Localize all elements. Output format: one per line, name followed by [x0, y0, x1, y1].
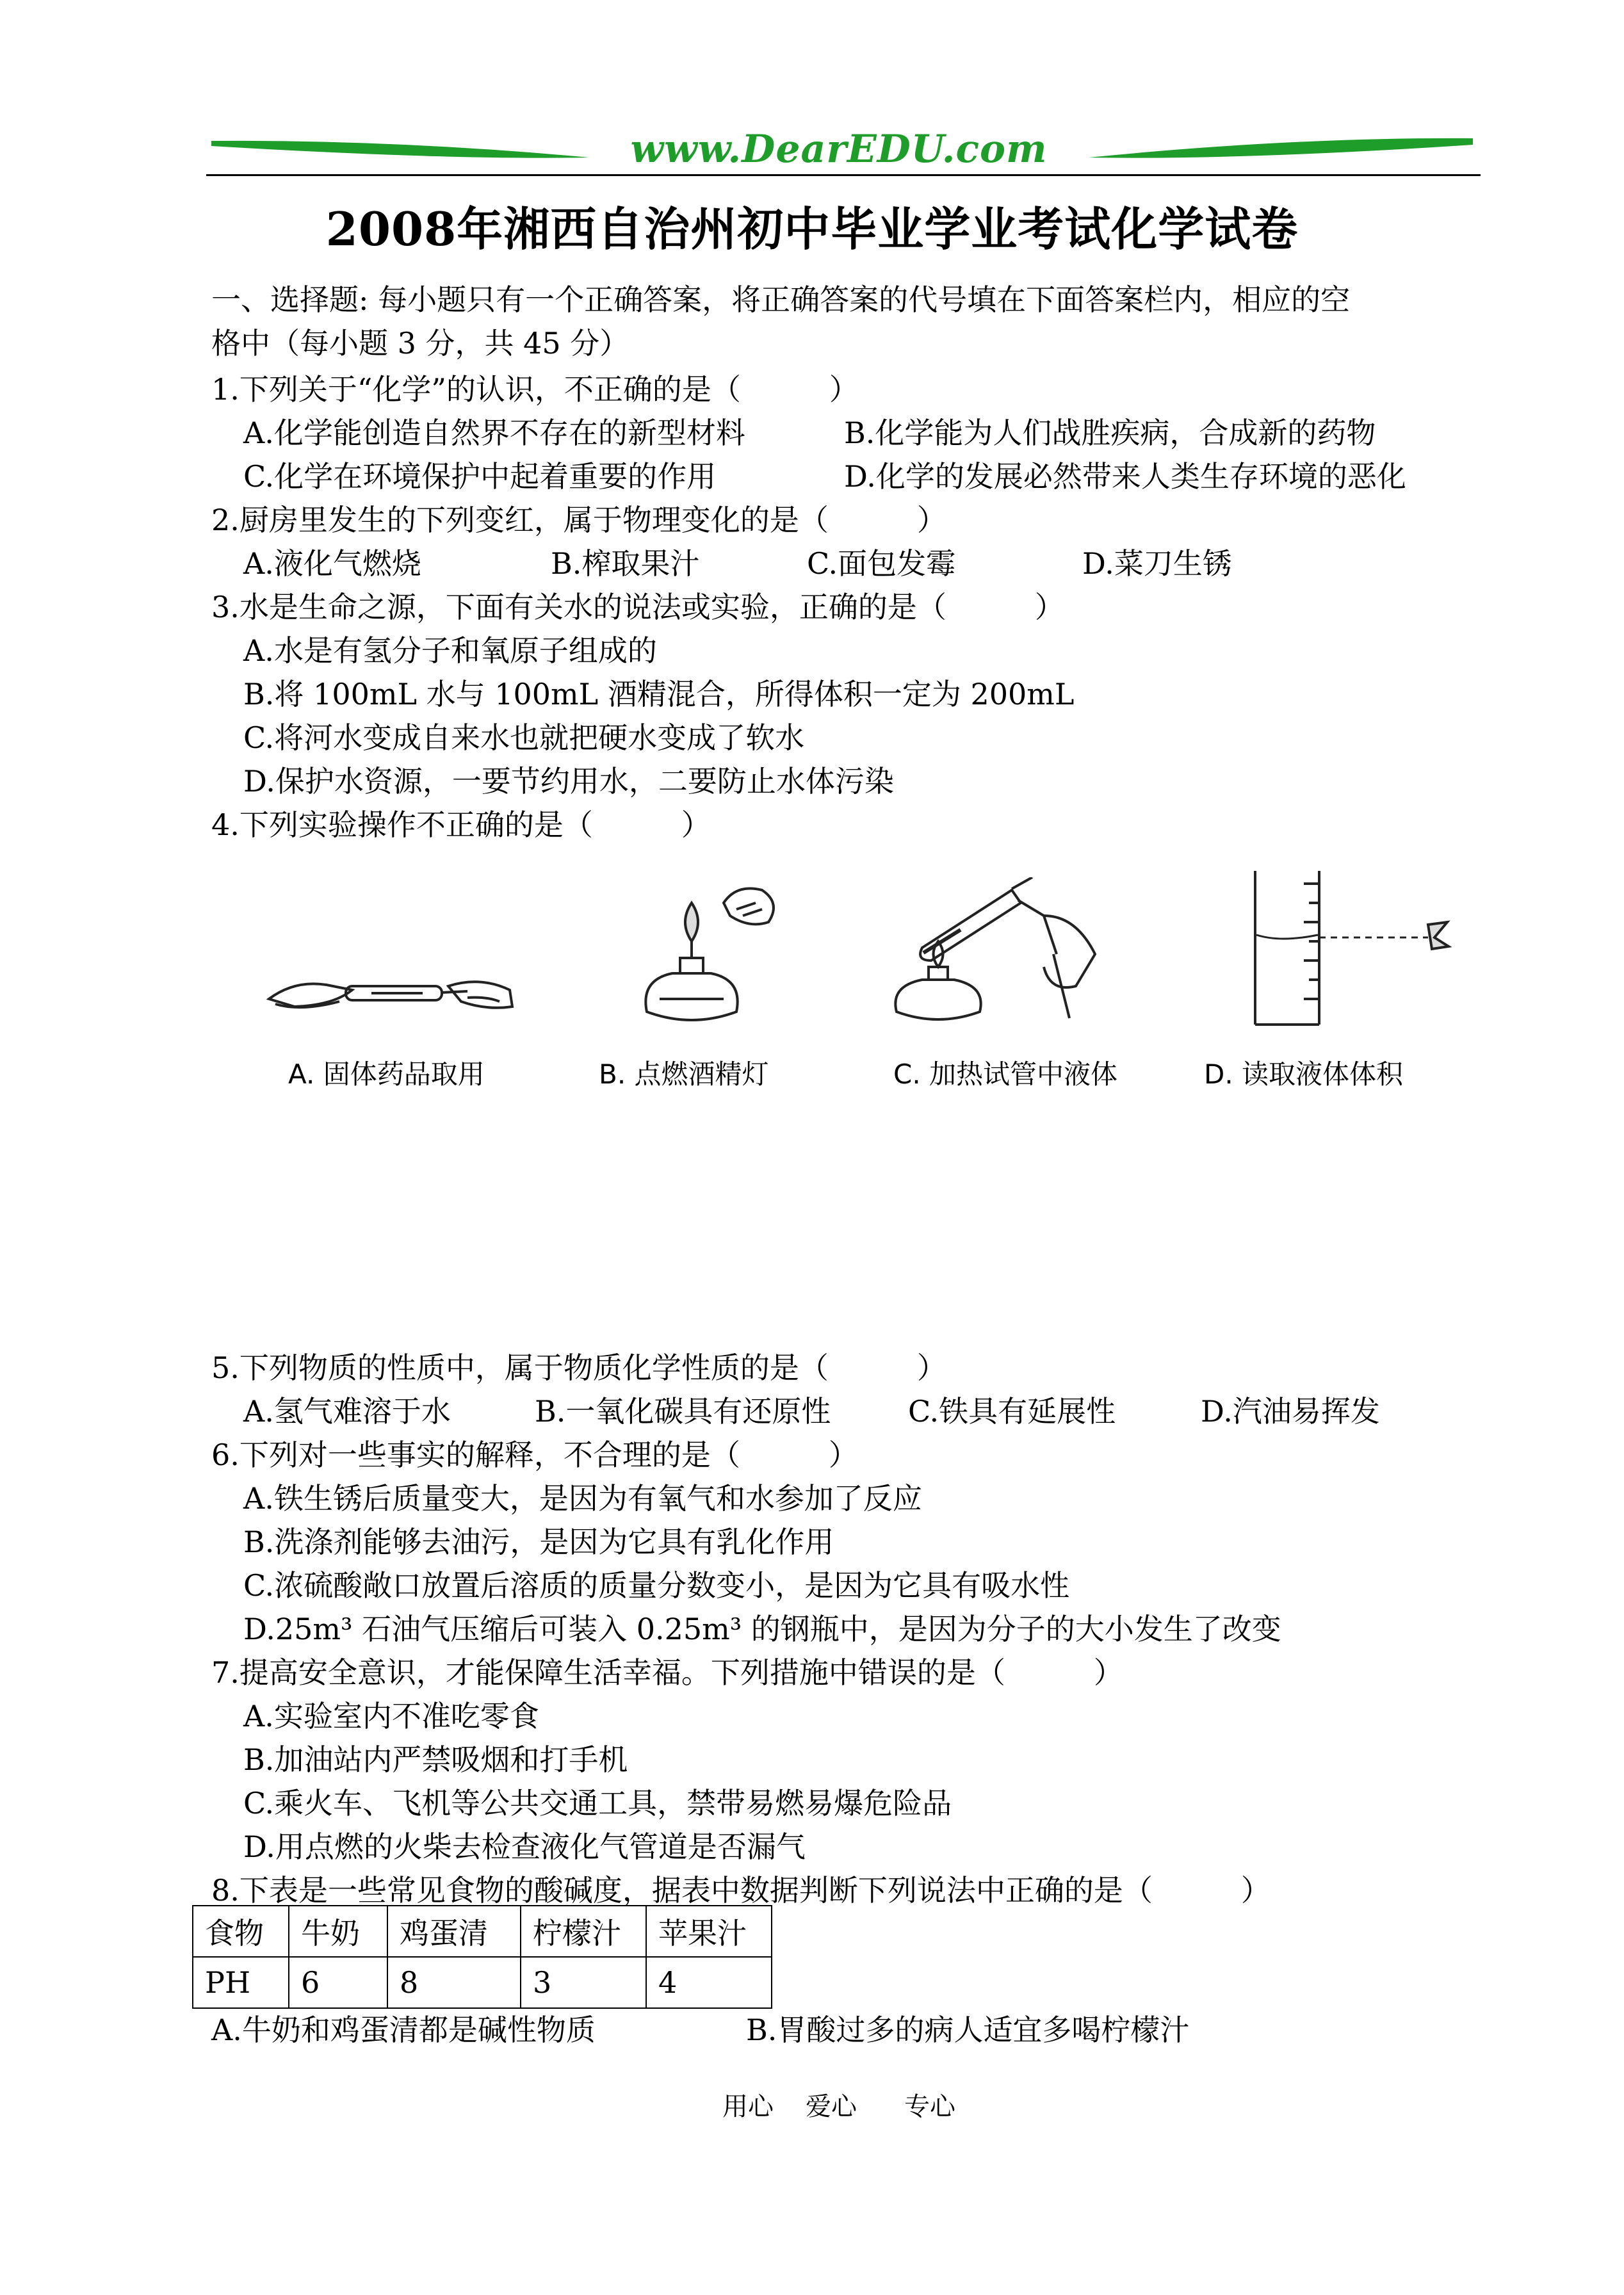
q6-stem: 6.下列对一些事实的解释，不合理的是（ ）	[211, 1438, 858, 1472]
footer-mid: 爱心	[806, 2092, 857, 2121]
table-cell: 3	[521, 1957, 646, 2008]
section-intro-line1: 一、选择题: 每小题只有一个正确答案，将正确答案的代号填在下面答案栏内，相应的空	[211, 282, 1351, 317]
table-cell: 食物	[193, 1906, 289, 1957]
q2-option-a: A.液化气燃烧	[243, 546, 421, 581]
q5-stem: 5.下列物质的性质中，属于物质化学性质的是（ ）	[211, 1350, 946, 1385]
spatula-solid-illustration	[256, 935, 525, 1037]
site-logo-text: www.DearEDU.com	[630, 127, 1048, 172]
table-cell: 牛奶	[289, 1906, 387, 1957]
q4-caption-a: A. 固体药品取用	[288, 1058, 485, 1090]
q7-option-d: D.用点燃的火柴去检查液化气管道是否漏气	[243, 1829, 806, 1864]
graduated-cylinder-reading-illustration	[1242, 871, 1460, 1037]
heating-test-tube-illustration	[884, 877, 1127, 1037]
q1-option-a: A.化学能创造自然界不存在的新型材料	[243, 416, 745, 450]
q4-figure-b	[634, 877, 788, 1037]
q2-option-b: B.榨取果汁	[551, 546, 700, 581]
q5-option-c: C.铁具有延展性	[908, 1394, 1116, 1429]
q7-option-c: C.乘火车、飞机等公共交通工具，禁带易燃易爆危险品	[243, 1786, 952, 1821]
footer-right: 专心	[904, 2092, 955, 2121]
q3-option-a: A.水是有氢分子和氧原子组成的	[243, 633, 657, 668]
table-row	[193, 1906, 772, 1957]
q3-option-b: B.将 100mL 水与 100mL 酒精混合，所得体积一定为 200mL	[243, 677, 1075, 711]
q4-caption-b: B. 点燃酒精灯	[599, 1058, 769, 1090]
table-cell: 8	[387, 1957, 521, 2008]
table-cell: 6	[289, 1957, 387, 2008]
q1-option-b: B.化学能为人们战胜疾病，合成新的药物	[844, 416, 1376, 450]
alcohol-lamp-illustration	[634, 877, 788, 1037]
q8-option-b: B.胃酸过多的病人适宜多喝柠檬汁	[746, 2013, 1190, 2047]
page-title: 2008年湘西自治州初中毕业学业考试化学试卷	[325, 202, 1299, 256]
q5-option-a: A.氢气难溶于水	[243, 1394, 451, 1429]
q6-option-b: B.洗涤剂能够去油污，是因为它具有乳化作用	[243, 1525, 834, 1559]
q4-figure-c	[884, 877, 1127, 1037]
table-cell: 柠檬汁	[521, 1906, 646, 1957]
q8-stem: 8.下表是一些常见食物的酸碱度，据表中数据判断下列说法中正确的是（ ）	[211, 1873, 1271, 1908]
table-row	[193, 1957, 772, 2008]
table-cell: 4	[646, 1957, 772, 2008]
q8-option-a: A.牛奶和鸡蛋清都是碱性物质	[211, 2013, 596, 2047]
q1-stem: 1.下列关于“化学”的认识，不正确的是（ ）	[211, 372, 859, 407]
ph-table	[192, 1905, 772, 2009]
table-cell: 鸡蛋清	[387, 1906, 521, 1957]
q2-option-c: C.面包发霉	[807, 546, 956, 581]
q2-stem: 2.厨房里发生的下列变红，属于物理变化的是（ ）	[211, 503, 946, 537]
q2-option-d: D.菜刀生锈	[1082, 546, 1232, 581]
section-intro-line2: 格中（每小题 3 分，共 45 分）	[211, 326, 629, 361]
table-cell: 苹果汁	[646, 1906, 772, 1957]
q6-option-a: A.铁生锈后质量变大，是因为有氧气和水参加了反应	[243, 1481, 922, 1516]
q3-option-c: C.将河水变成自来水也就把硬水变成了软水	[243, 720, 805, 755]
q4-caption-c: C. 加热试管中液体	[893, 1058, 1118, 1090]
q7-option-a: A.实验室内不准吃零食	[243, 1699, 539, 1733]
q1-option-d: D.化学的发展必然带来人类生存环境的恶化	[844, 459, 1406, 494]
q6-option-c: C.浓硫酸敞口放置后溶质的质量分数变小，是因为它具有吸水性	[243, 1568, 1070, 1603]
q1-option-c: C.化学在环境保护中起着重要的作用	[243, 459, 717, 494]
q4-stem: 4.下列实验操作不正确的是（ ）	[211, 807, 711, 842]
q3-stem: 3.水是生命之源，下面有关水的说法或实验，正确的是（ ）	[211, 590, 1064, 624]
q7-option-b: B.加油站内严禁吸烟和打手机	[243, 1742, 628, 1777]
footer-left: 用心	[722, 2092, 774, 2121]
q5-option-d: D.汽油易挥发	[1201, 1394, 1380, 1429]
table-cell: PH	[193, 1957, 289, 2008]
header-rule	[206, 174, 1481, 176]
q5-option-b: B.一氧化碳具有还原性	[535, 1394, 831, 1429]
q7-stem: 7.提高安全意识，才能保障生活幸福。下列措施中错误的是（ ）	[211, 1655, 1123, 1690]
q6-option-d: D.25m³ 石油气压缩后可装入 0.25m³ 的钢瓶中，是因为分子的大小发生了改变	[243, 1612, 1281, 1646]
q3-option-d: D.保护水资源，一要节约用水，二要防止水体污染	[243, 764, 894, 799]
q4-figure-d	[1242, 871, 1460, 1037]
q4-caption-d: D. 读取液体体积	[1204, 1058, 1404, 1090]
q4-figure-a	[256, 935, 525, 1037]
